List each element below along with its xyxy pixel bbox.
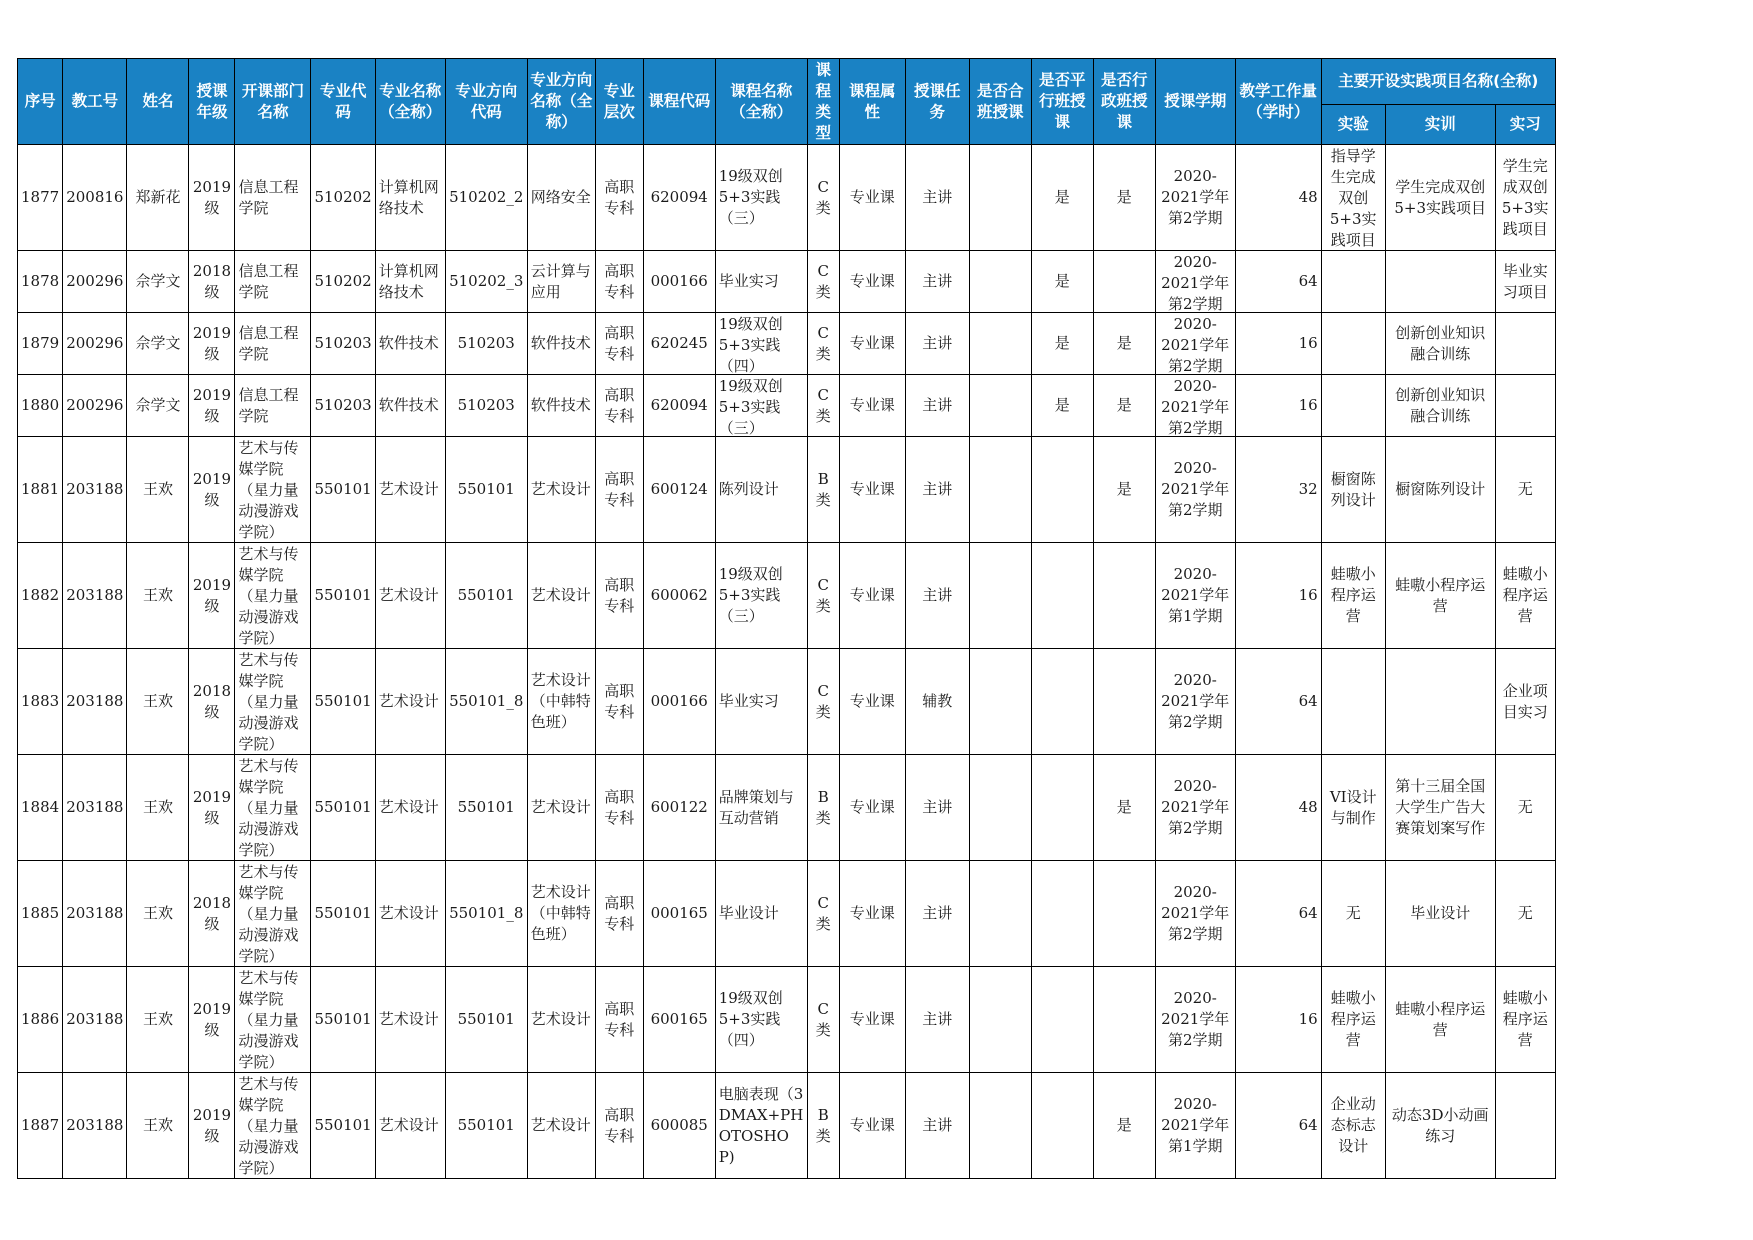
cell-name: 王欢 <box>127 437 189 543</box>
table-row <box>18 967 1556 1073</box>
cell-major-code: 510203 <box>311 313 375 375</box>
cell-major-name: 计算机网络技术 <box>375 251 445 313</box>
cell-direction-name: 云计算与应用 <box>527 251 595 313</box>
cell-experiment: 企业动态标志设计 <box>1321 1073 1385 1179</box>
cell-merged <box>969 543 1031 649</box>
cell-major-code: 550101 <box>311 967 375 1073</box>
cell-course-code: 000166 <box>643 649 715 755</box>
cell-internship <box>1495 375 1555 437</box>
cell-course-name: 品牌策划与互动营销 <box>715 755 807 861</box>
cell-internship: 蛙嗷小程序运营 <box>1495 543 1555 649</box>
cell-name: 王欢 <box>127 967 189 1073</box>
cell-level: 高职专科 <box>595 1073 643 1179</box>
col-admin-class: 是否行政班授课 <box>1093 59 1155 145</box>
cell-seq: 1887 <box>18 1073 63 1179</box>
cell-semester: 2020-2021学年第2学期 <box>1155 145 1235 251</box>
cell-course-code: 600122 <box>643 755 715 861</box>
cell-experiment <box>1321 649 1385 755</box>
cell-dept: 艺术与传媒学院（星力量动漫游戏学院） <box>235 861 311 967</box>
cell-workload: 64 <box>1235 251 1321 313</box>
cell-workload: 64 <box>1235 1073 1321 1179</box>
cell-dept: 艺术与传媒学院（星力量动漫游戏学院） <box>235 967 311 1073</box>
cell-task: 主讲 <box>905 437 969 543</box>
cell-teacher-id: 203188 <box>63 755 127 861</box>
cell-merged <box>969 1073 1031 1179</box>
table-row <box>18 649 1556 755</box>
cell-direction-name: 艺术设计 <box>527 755 595 861</box>
cell-workload: 16 <box>1235 543 1321 649</box>
cell-internship: 蛙嗷小程序运营 <box>1495 967 1555 1073</box>
cell-task: 主讲 <box>905 1073 969 1179</box>
cell-workload: 64 <box>1235 649 1321 755</box>
cell-name: 王欢 <box>127 543 189 649</box>
cell-course-type: C类 <box>807 967 839 1073</box>
cell-parallel: 是 <box>1031 251 1093 313</box>
cell-workload: 64 <box>1235 861 1321 967</box>
cell-training: 橱窗陈列设计 <box>1385 437 1495 543</box>
cell-parallel <box>1031 1073 1093 1179</box>
cell-major-code: 550101 <box>311 755 375 861</box>
cell-course-name: 19级双创5+3实践（三） <box>715 145 807 251</box>
cell-internship: 企业项目实习 <box>1495 649 1555 755</box>
cell-level: 高职专科 <box>595 755 643 861</box>
cell-course-name: 电脑表现（3DMAX+PHOTOSHOP) <box>715 1073 807 1179</box>
cell-course-name: 毕业设计 <box>715 861 807 967</box>
cell-training: 创新创业知识融合训练 <box>1385 375 1495 437</box>
cell-course-type: B类 <box>807 755 839 861</box>
col-dept: 开课部门名称 <box>235 59 311 145</box>
cell-dept: 信息工程学院 <box>235 251 311 313</box>
cell-task: 主讲 <box>905 861 969 967</box>
cell-internship: 无 <box>1495 755 1555 861</box>
col-course-code: 课程代码 <box>643 59 715 145</box>
table-row <box>18 755 1556 861</box>
cell-direction-code: 550101_8 <box>445 861 527 967</box>
table-row <box>18 437 1556 543</box>
cell-semester: 2020-2021学年第2学期 <box>1155 861 1235 967</box>
cell-seq: 1882 <box>18 543 63 649</box>
cell-direction-code: 510203 <box>445 375 527 437</box>
cell-major-name: 艺术设计 <box>375 967 445 1073</box>
col-direction-code: 专业方向代码 <box>445 59 527 145</box>
cell-task: 主讲 <box>905 967 969 1073</box>
cell-course-name: 19级双创5+3实践（三） <box>715 543 807 649</box>
cell-experiment: 指导学生完成双创5+3实践项目 <box>1321 145 1385 251</box>
cell-major-name: 艺术设计 <box>375 1073 445 1179</box>
cell-internship: 学生完成双创5+3实践项目 <box>1495 145 1555 251</box>
cell-experiment: VI设计与制作 <box>1321 755 1385 861</box>
cell-level: 高职专科 <box>595 437 643 543</box>
cell-parallel <box>1031 861 1093 967</box>
cell-task: 主讲 <box>905 313 969 375</box>
course-table-sheet <box>17 58 1556 1179</box>
cell-teacher-id: 203188 <box>63 1073 127 1179</box>
cell-task: 主讲 <box>905 543 969 649</box>
cell-major-name: 艺术设计 <box>375 755 445 861</box>
cell-admin <box>1093 861 1155 967</box>
cell-major-name: 计算机网络技术 <box>375 145 445 251</box>
cell-course-name: 毕业实习 <box>715 649 807 755</box>
cell-course-attr: 专业课 <box>839 543 905 649</box>
cell-major-code: 510202 <box>311 145 375 251</box>
cell-merged <box>969 251 1031 313</box>
cell-course-type: C类 <box>807 649 839 755</box>
cell-direction-name: 艺术设计（中韩特色班） <box>527 861 595 967</box>
cell-seq: 1885 <box>18 861 63 967</box>
cell-teacher-id: 200296 <box>63 251 127 313</box>
cell-semester: 2020-2021学年第1学期 <box>1155 1073 1235 1179</box>
cell-level: 高职专科 <box>595 967 643 1073</box>
cell-admin <box>1093 251 1155 313</box>
cell-seq: 1880 <box>18 375 63 437</box>
cell-internship: 毕业实习项目 <box>1495 251 1555 313</box>
cell-course-attr: 专业课 <box>839 1073 905 1179</box>
cell-course-type: C类 <box>807 251 839 313</box>
col-parallel-class: 是否平行班授课 <box>1031 59 1093 145</box>
cell-seq: 1884 <box>18 755 63 861</box>
cell-major-code: 510203 <box>311 375 375 437</box>
cell-level: 高职专科 <box>595 649 643 755</box>
cell-parallel <box>1031 437 1093 543</box>
cell-course-code: 600062 <box>643 543 715 649</box>
cell-merged <box>969 313 1031 375</box>
cell-semester: 2020-2021学年第1学期 <box>1155 543 1235 649</box>
cell-internship: 无 <box>1495 861 1555 967</box>
cell-direction-name: 软件技术 <box>527 313 595 375</box>
cell-dept: 信息工程学院 <box>235 313 311 375</box>
table-row <box>18 543 1556 649</box>
cell-name: 王欢 <box>127 1073 189 1179</box>
cell-direction-code: 550101 <box>445 755 527 861</box>
cell-major-name: 艺术设计 <box>375 543 445 649</box>
cell-training: 蛙嗷小程序运营 <box>1385 967 1495 1073</box>
cell-training: 学生完成双创5+3实践项目 <box>1385 145 1495 251</box>
cell-teacher-id: 203188 <box>63 649 127 755</box>
cell-experiment <box>1321 251 1385 313</box>
cell-course-code: 600085 <box>643 1073 715 1179</box>
cell-course-type: C类 <box>807 375 839 437</box>
cell-direction-name: 软件技术 <box>527 375 595 437</box>
cell-merged <box>969 145 1031 251</box>
cell-parallel <box>1031 967 1093 1073</box>
cell-teacher-id: 200296 <box>63 313 127 375</box>
col-major-code: 专业代码 <box>311 59 375 145</box>
cell-course-attr: 专业课 <box>839 375 905 437</box>
cell-teacher-id: 203188 <box>63 543 127 649</box>
col-internship: 实习 <box>1495 105 1555 145</box>
cell-direction-name: 网络安全 <box>527 145 595 251</box>
cell-direction-code: 510202_2 <box>445 145 527 251</box>
cell-major-name: 艺术设计 <box>375 649 445 755</box>
cell-workload: 48 <box>1235 755 1321 861</box>
cell-seq: 1881 <box>18 437 63 543</box>
cell-course-type: B类 <box>807 1073 839 1179</box>
cell-course-code: 600124 <box>643 437 715 543</box>
cell-parallel <box>1031 649 1093 755</box>
cell-major-code: 550101 <box>311 437 375 543</box>
cell-grade: 2018级 <box>189 649 235 755</box>
cell-seq: 1878 <box>18 251 63 313</box>
cell-major-code: 550101 <box>311 861 375 967</box>
cell-grade: 2019级 <box>189 967 235 1073</box>
cell-course-attr: 专业课 <box>839 649 905 755</box>
col-training: 实训 <box>1385 105 1495 145</box>
cell-merged <box>969 755 1031 861</box>
cell-course-name: 19级双创5+3实践（四） <box>715 967 807 1073</box>
cell-name: 王欢 <box>127 755 189 861</box>
cell-semester: 2020-2021学年第2学期 <box>1155 967 1235 1073</box>
cell-merged <box>969 375 1031 437</box>
table-row <box>18 375 1556 437</box>
cell-internship <box>1495 1073 1555 1179</box>
col-experiment: 实验 <box>1321 105 1385 145</box>
cell-course-name: 19级双创5+3实践（四） <box>715 313 807 375</box>
col-direction-name: 专业方向名称（全称） <box>527 59 595 145</box>
cell-course-attr: 专业课 <box>839 437 905 543</box>
cell-direction-name: 艺术设计 <box>527 967 595 1073</box>
cell-training <box>1385 251 1495 313</box>
cell-major-name: 软件技术 <box>375 313 445 375</box>
cell-direction-code: 550101 <box>445 543 527 649</box>
cell-admin: 是 <box>1093 437 1155 543</box>
cell-semester: 2020-2021学年第2学期 <box>1155 755 1235 861</box>
cell-name: 郑新花 <box>127 145 189 251</box>
cell-grade: 2019级 <box>189 755 235 861</box>
cell-course-type: C类 <box>807 543 839 649</box>
cell-experiment: 蛙嗷小程序运营 <box>1321 543 1385 649</box>
cell-parallel <box>1031 543 1093 649</box>
cell-parallel: 是 <box>1031 145 1093 251</box>
cell-workload: 16 <box>1235 313 1321 375</box>
col-semester: 授课学期 <box>1155 59 1235 145</box>
cell-seq: 1883 <box>18 649 63 755</box>
cell-grade: 2019级 <box>189 1073 235 1179</box>
cell-course-code: 600165 <box>643 967 715 1073</box>
cell-experiment: 蛙嗷小程序运营 <box>1321 967 1385 1073</box>
cell-direction-name: 艺术设计 <box>527 1073 595 1179</box>
cell-level: 高职专科 <box>595 145 643 251</box>
cell-course-code: 620245 <box>643 313 715 375</box>
col-course-name: 课程名称（全称） <box>715 59 807 145</box>
course-table <box>17 58 1556 1179</box>
table-row <box>18 145 1556 251</box>
cell-level: 高职专科 <box>595 861 643 967</box>
cell-name: 佘学文 <box>127 251 189 313</box>
cell-parallel: 是 <box>1031 375 1093 437</box>
cell-name: 王欢 <box>127 861 189 967</box>
cell-grade: 2019级 <box>189 145 235 251</box>
cell-task: 主讲 <box>905 251 969 313</box>
cell-direction-code: 510202_3 <box>445 251 527 313</box>
col-teacher-id: 教工号 <box>63 59 127 145</box>
cell-dept: 信息工程学院 <box>235 145 311 251</box>
table-row <box>18 1073 1556 1179</box>
cell-task: 辅教 <box>905 649 969 755</box>
col-level: 专业层次 <box>595 59 643 145</box>
cell-semester: 2020-2021学年第2学期 <box>1155 649 1235 755</box>
cell-grade: 2018级 <box>189 251 235 313</box>
cell-course-code: 620094 <box>643 375 715 437</box>
cell-level: 高职专科 <box>595 543 643 649</box>
cell-course-type: C类 <box>807 313 839 375</box>
cell-workload: 32 <box>1235 437 1321 543</box>
cell-course-code: 000165 <box>643 861 715 967</box>
cell-task: 主讲 <box>905 375 969 437</box>
cell-training: 动态3D小动画练习 <box>1385 1073 1495 1179</box>
cell-experiment: 无 <box>1321 861 1385 967</box>
cell-course-attr: 专业课 <box>839 861 905 967</box>
cell-merged <box>969 861 1031 967</box>
cell-admin <box>1093 543 1155 649</box>
cell-teacher-id: 200296 <box>63 375 127 437</box>
cell-internship: 无 <box>1495 437 1555 543</box>
cell-major-name: 软件技术 <box>375 375 445 437</box>
cell-task: 主讲 <box>905 145 969 251</box>
cell-semester: 2020-2021学年第2学期 <box>1155 437 1235 543</box>
cell-admin: 是 <box>1093 1073 1155 1179</box>
cell-direction-code: 510203 <box>445 313 527 375</box>
cell-admin: 是 <box>1093 145 1155 251</box>
cell-workload: 16 <box>1235 967 1321 1073</box>
cell-dept: 艺术与传媒学院（星力量动漫游戏学院） <box>235 1073 311 1179</box>
cell-name: 佘学文 <box>127 313 189 375</box>
cell-course-code: 000166 <box>643 251 715 313</box>
cell-direction-name: 艺术设计（中韩特色班） <box>527 649 595 755</box>
cell-teacher-id: 203188 <box>63 437 127 543</box>
cell-course-attr: 专业课 <box>839 251 905 313</box>
cell-course-type: C类 <box>807 145 839 251</box>
cell-dept: 艺术与传媒学院（星力量动漫游戏学院） <box>235 755 311 861</box>
cell-merged <box>969 649 1031 755</box>
cell-teacher-id: 203188 <box>63 967 127 1073</box>
cell-course-code: 620094 <box>643 145 715 251</box>
header-row <box>18 59 1556 105</box>
cell-direction-code: 550101 <box>445 437 527 543</box>
cell-dept: 艺术与传媒学院（星力量动漫游戏学院） <box>235 437 311 543</box>
cell-level: 高职专科 <box>595 251 643 313</box>
col-major-name: 专业名称（全称） <box>375 59 445 145</box>
col-workload: 教学工作量（学时） <box>1235 59 1321 145</box>
cell-admin <box>1093 967 1155 1073</box>
cell-merged <box>969 437 1031 543</box>
cell-grade: 2019级 <box>189 375 235 437</box>
cell-semester: 2020-2021学年第2学期 <box>1155 313 1235 375</box>
cell-direction-code: 550101_8 <box>445 649 527 755</box>
cell-course-attr: 专业课 <box>839 145 905 251</box>
cell-major-code: 550101 <box>311 1073 375 1179</box>
cell-major-code: 550101 <box>311 649 375 755</box>
cell-task: 主讲 <box>905 755 969 861</box>
cell-merged <box>969 967 1031 1073</box>
col-course-type: 课程类型 <box>807 59 839 145</box>
cell-major-code: 550101 <box>311 543 375 649</box>
cell-level: 高职专科 <box>595 375 643 437</box>
table-body <box>18 145 1556 1179</box>
cell-grade: 2019级 <box>189 437 235 543</box>
table-row <box>18 313 1556 375</box>
cell-parallel: 是 <box>1031 313 1093 375</box>
cell-direction-name: 艺术设计 <box>527 543 595 649</box>
cell-course-attr: 专业课 <box>839 755 905 861</box>
col-merged-class: 是否合班授课 <box>969 59 1031 145</box>
cell-course-name: 陈列设计 <box>715 437 807 543</box>
cell-name: 佘学文 <box>127 375 189 437</box>
cell-workload: 16 <box>1235 375 1321 437</box>
cell-admin: 是 <box>1093 755 1155 861</box>
cell-course-attr: 专业课 <box>839 313 905 375</box>
cell-course-type: B类 <box>807 437 839 543</box>
cell-course-name: 19级双创5+3实践（三） <box>715 375 807 437</box>
cell-experiment: 橱窗陈列设计 <box>1321 437 1385 543</box>
cell-dept: 信息工程学院 <box>235 375 311 437</box>
cell-seq: 1877 <box>18 145 63 251</box>
cell-semester: 2020-2021学年第2学期 <box>1155 251 1235 313</box>
table-row <box>18 861 1556 967</box>
cell-direction-code: 550101 <box>445 967 527 1073</box>
col-seq: 序号 <box>18 59 63 145</box>
cell-admin <box>1093 649 1155 755</box>
cell-semester: 2020-2021学年第2学期 <box>1155 375 1235 437</box>
cell-experiment <box>1321 375 1385 437</box>
cell-course-name: 毕业实习 <box>715 251 807 313</box>
cell-experiment <box>1321 313 1385 375</box>
cell-major-name: 艺术设计 <box>375 861 445 967</box>
cell-training: 创新创业知识融合训练 <box>1385 313 1495 375</box>
cell-teacher-id: 203188 <box>63 861 127 967</box>
cell-course-attr: 专业课 <box>839 967 905 1073</box>
cell-level: 高职专科 <box>595 313 643 375</box>
cell-name: 王欢 <box>127 649 189 755</box>
cell-training: 第十三届全国大学生广告大赛策划案写作 <box>1385 755 1495 861</box>
cell-workload: 48 <box>1235 145 1321 251</box>
cell-internship <box>1495 313 1555 375</box>
col-course-attr: 课程属性 <box>839 59 905 145</box>
cell-admin: 是 <box>1093 313 1155 375</box>
cell-dept: 艺术与传媒学院（星力量动漫游戏学院） <box>235 543 311 649</box>
col-name: 姓名 <box>127 59 189 145</box>
cell-grade: 2018级 <box>189 861 235 967</box>
cell-teacher-id: 200816 <box>63 145 127 251</box>
cell-parallel <box>1031 755 1093 861</box>
cell-seq: 1886 <box>18 967 63 1073</box>
cell-grade: 2019级 <box>189 313 235 375</box>
col-grade: 授课年级 <box>189 59 235 145</box>
cell-major-code: 510202 <box>311 251 375 313</box>
cell-dept: 艺术与传媒学院（星力量动漫游戏学院） <box>235 649 311 755</box>
cell-seq: 1879 <box>18 313 63 375</box>
cell-grade: 2019级 <box>189 543 235 649</box>
col-task: 授课任务 <box>905 59 969 145</box>
cell-major-name: 艺术设计 <box>375 437 445 543</box>
cell-course-type: C类 <box>807 861 839 967</box>
cell-training <box>1385 649 1495 755</box>
cell-direction-name: 艺术设计 <box>527 437 595 543</box>
cell-training: 蛙嗷小程序运营 <box>1385 543 1495 649</box>
table-row <box>18 251 1556 313</box>
cell-training: 毕业设计 <box>1385 861 1495 967</box>
col-practice-group: 主要开设实践项目名称(全称) <box>1321 59 1555 105</box>
cell-admin: 是 <box>1093 375 1155 437</box>
cell-direction-code: 550101 <box>445 1073 527 1179</box>
